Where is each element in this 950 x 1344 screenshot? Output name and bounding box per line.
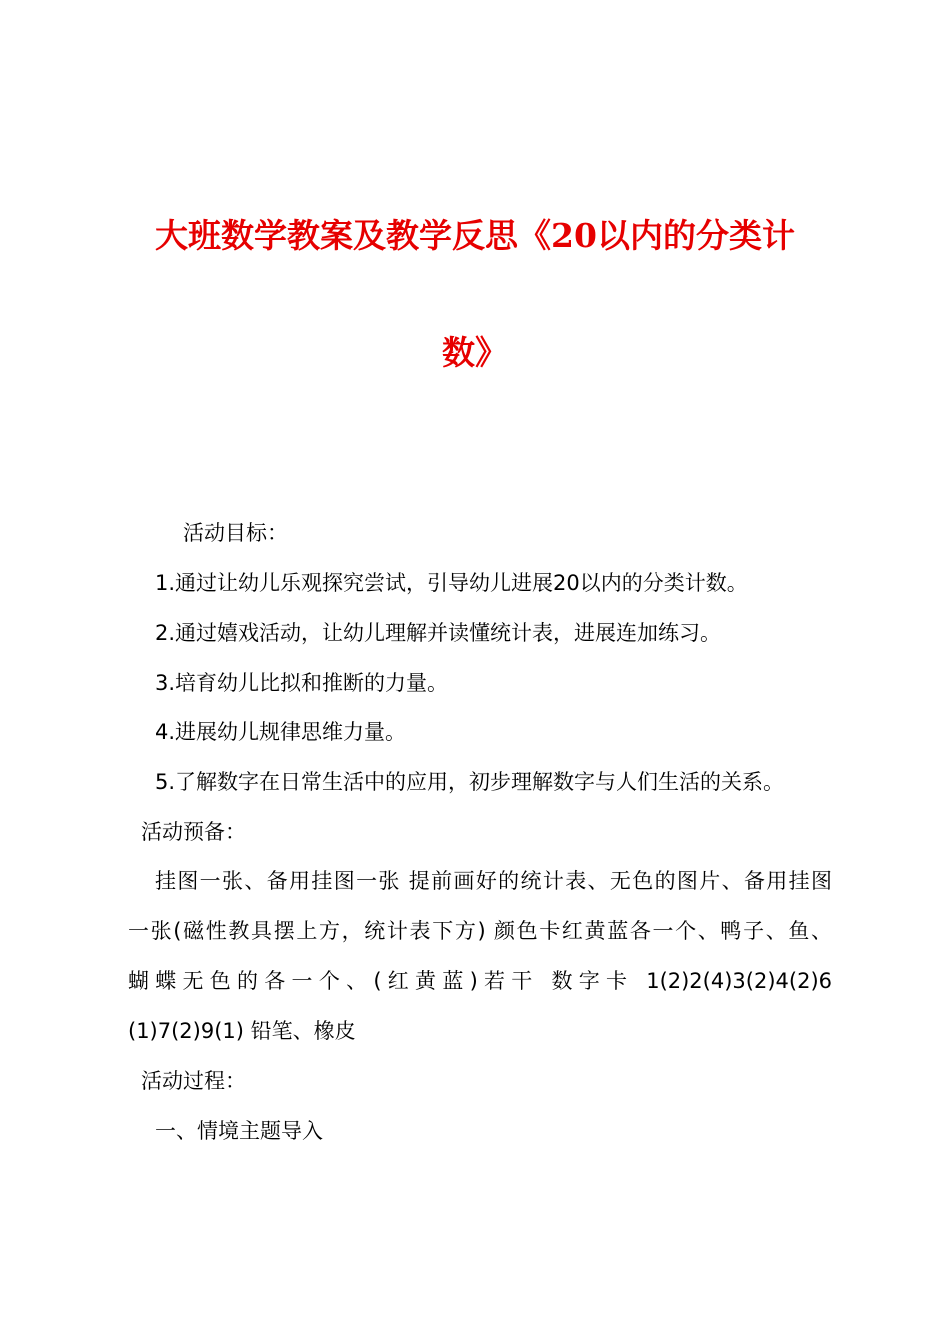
section-1-heading: 一、情境主题导入 — [155, 1119, 323, 1143]
prep-line-2: 一张(磁性教具摆上方，统计表下方) 颜色卡红黄蓝各一个、鸭子、鱼、 — [128, 919, 832, 943]
document-title-line-2: 数》 — [442, 333, 508, 372]
prep-heading: 活动预备： — [141, 820, 246, 844]
goal-item-3: 3.培育幼儿比拟和推断的力量。 — [155, 671, 449, 695]
goal-item-5: 5.了解数字在日常生活中的应用，初步理解数字与人们生活的关系。 — [155, 770, 785, 794]
goal-item-4: 4.进展幼儿规律思维力量。 — [155, 720, 407, 744]
goals-heading: 活动目标： — [183, 521, 288, 545]
document-title-line-1: 大班数学教案及教学反思《20以内的分类计 — [155, 216, 795, 255]
prep-line-4: (1)7(2)9(1) 铅笔、橡皮 — [128, 1019, 356, 1043]
prep-line-3: 蝴蝶无色的各一个、(红黄蓝)若干 数字卡 1(2)2(4)3(2)4(2)6 — [128, 969, 832, 993]
process-heading: 活动过程： — [141, 1069, 246, 1093]
goal-item-1: 1.通过让幼儿乐观探究尝试，引导幼儿进展20以内的分类计数。 — [155, 571, 748, 595]
prep-line-1: 挂图一张、备用挂图一张 提前画好的统计表、无色的图片、备用挂图 — [155, 869, 832, 893]
goal-item-2: 2.通过嬉戏活动，让幼儿理解并读懂统计表，进展连加练习。 — [155, 621, 722, 645]
